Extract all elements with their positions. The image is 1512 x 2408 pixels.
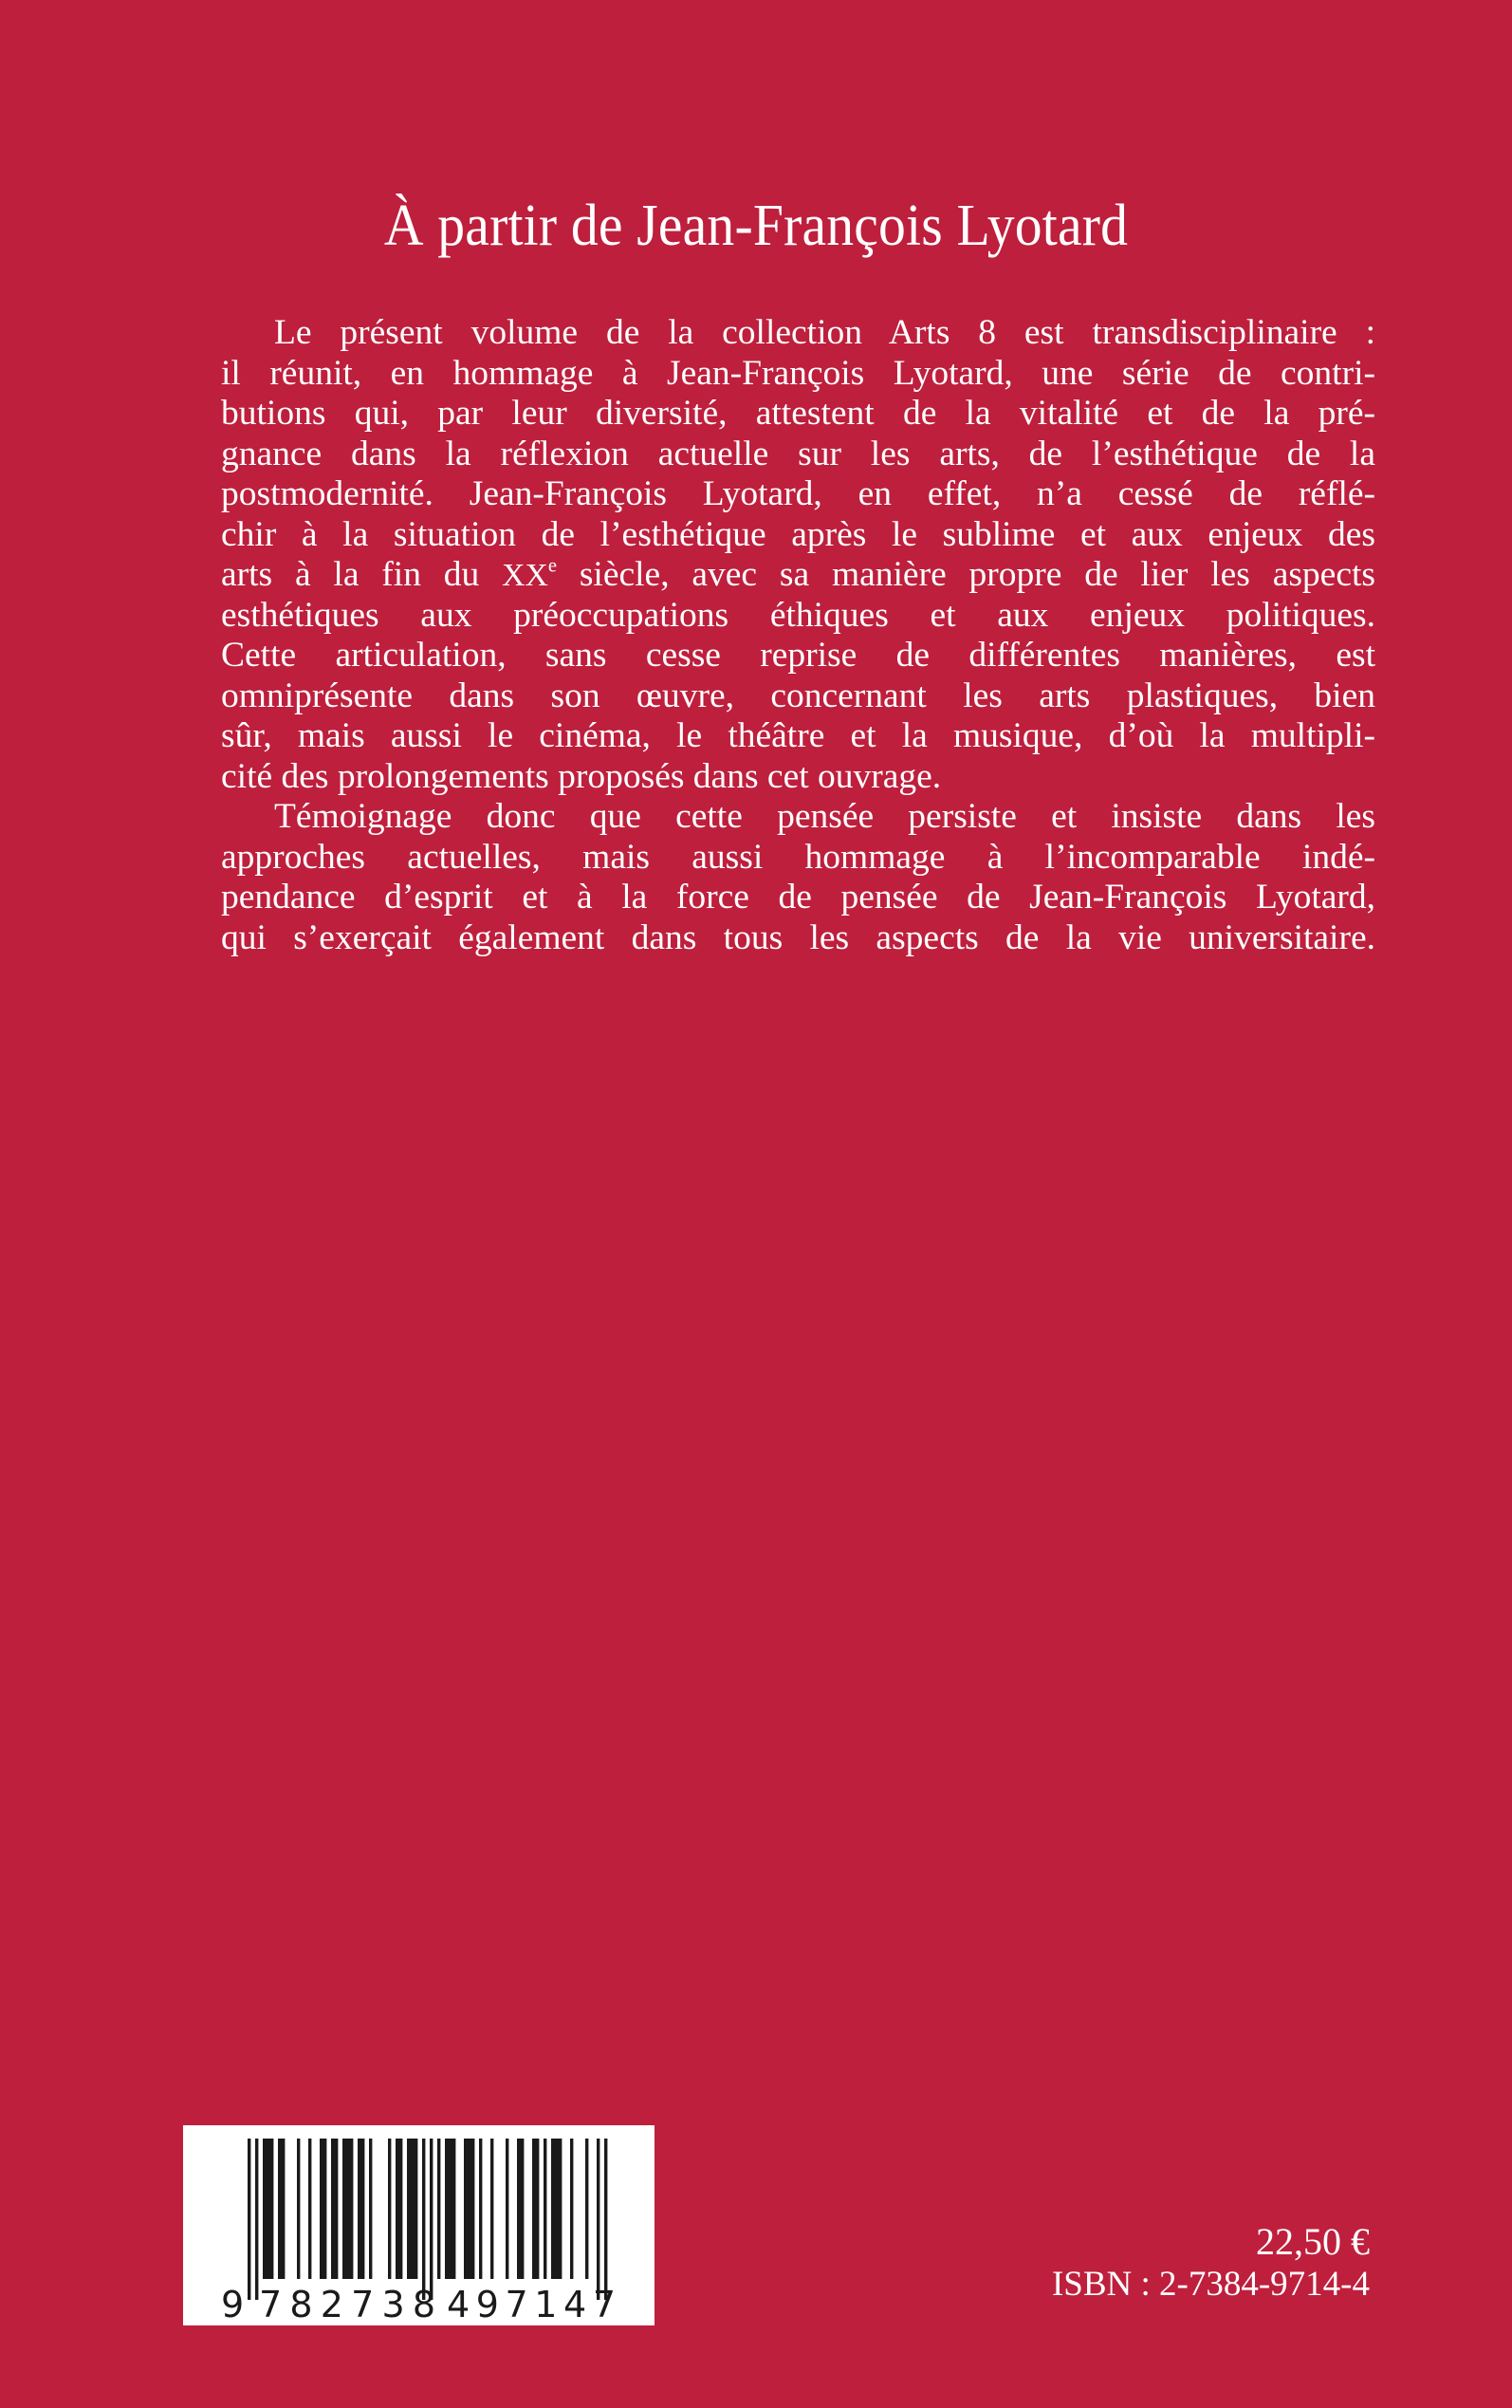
barcode-bar xyxy=(551,2139,562,2279)
blurb-line: qui s’exerçait également dans tous les aspects de la vie universitaire. xyxy=(221,917,1375,957)
barcode-bar xyxy=(430,2139,433,2300)
barcode-left-digits: 782738 xyxy=(259,2284,435,2325)
barcode-bar xyxy=(445,2139,455,2279)
barcode-bar xyxy=(464,2139,474,2279)
barcode-bar xyxy=(255,2139,258,2300)
barcode-bar xyxy=(490,2139,493,2279)
barcode-bar xyxy=(407,2139,417,2279)
barcode-bar xyxy=(331,2139,338,2279)
barcode-bar xyxy=(278,2139,285,2279)
barcode-bar xyxy=(297,2139,300,2279)
barcode-bar xyxy=(422,2139,425,2300)
barcode-bar xyxy=(597,2139,599,2300)
barcode-bar xyxy=(320,2139,326,2279)
barcode-bar xyxy=(604,2139,607,2300)
ean13-barcode-icon xyxy=(183,2125,655,2325)
barcode-bar xyxy=(532,2139,539,2279)
barcode-bar xyxy=(479,2139,482,2279)
century-superscript: e xyxy=(547,555,558,577)
barcode-bar xyxy=(388,2139,391,2279)
barcode-right-digits: 497147 xyxy=(447,2284,616,2325)
century-numeral: XX xyxy=(502,558,548,593)
blurb-line: pendance d’esprit et à la force de pensée de Jean-François Lyotard, xyxy=(221,878,1375,917)
back-cover-blurb xyxy=(221,313,1375,958)
blurb-line: Témoignage donc que cette pensée persiste et insiste dans les xyxy=(274,797,1375,836)
blurb-line: sûr, mais aussi le cinéma, le théâtre et la musique, d’où la multipli- xyxy=(221,716,1375,755)
barcode-bar xyxy=(369,2139,372,2279)
blurb-line: approches actuelles, mais aussi hommage à l’incomparable indé- xyxy=(221,837,1375,877)
barcode-bar xyxy=(506,2139,508,2279)
book-title: À partir de Jean-François Lyotard xyxy=(383,194,1129,258)
blurb-line: butions qui, par leur diversité, attestent de la vitalité et de la pré- xyxy=(221,394,1375,433)
barcode-bar xyxy=(308,2139,311,2279)
barcode-bar xyxy=(544,2139,546,2279)
barcode-bar xyxy=(570,2139,573,2279)
blurb-line: Le présent volume de la collection Arts 8 est transdisciplinaire : xyxy=(274,313,1375,352)
isbn: ISBN : 2-7384-9714-4 xyxy=(1051,2265,1370,2304)
blurb-line: il réunit, en hommage à Jean-François Lyotard, une série de contri- xyxy=(221,353,1375,393)
blurb-text: siècle, avec sa manière propre de lier les aspects xyxy=(557,555,1375,594)
barcode-bar xyxy=(263,2139,273,2279)
barcode-bar xyxy=(517,2139,524,2279)
barcode-bar xyxy=(585,2139,588,2279)
barcode-first-digit: 9 xyxy=(221,2284,245,2325)
barcode-bar xyxy=(396,2139,402,2279)
barcode-bar xyxy=(248,2139,250,2300)
blurb-line: postmodernité. Jean-François Lyotard, en effet, n’a cessé de réflé- xyxy=(221,474,1375,513)
blurb-line: chir à la situation de l’esthétique après le sublime et aux enjeux des xyxy=(221,514,1375,554)
blurb-line: omniprésente dans son œuvre, concernant les arts plastiques, bien xyxy=(221,676,1375,715)
blurb-text: arts à la fin du xyxy=(221,555,503,594)
price: 22,50 € xyxy=(1256,2220,1370,2263)
blurb-line-century xyxy=(221,555,1375,596)
blurb-line: gnance dans la réflexion actuelle sur les arts, de l’esthétique de la xyxy=(221,434,1375,473)
blurb-line: Cette articulation, sans cesse reprise de différentes manières, est xyxy=(221,636,1375,675)
barcode-bar xyxy=(342,2139,353,2279)
barcode-bar xyxy=(437,2139,440,2279)
blurb-line: cité des prolongements proposés dans cet ouvrage. xyxy=(221,756,942,796)
barcode xyxy=(183,2125,655,2325)
barcode-bar xyxy=(358,2139,364,2279)
blurb-line: esthétiques aux préoccupations éthiques et aux enjeux politiques. xyxy=(221,595,1375,635)
